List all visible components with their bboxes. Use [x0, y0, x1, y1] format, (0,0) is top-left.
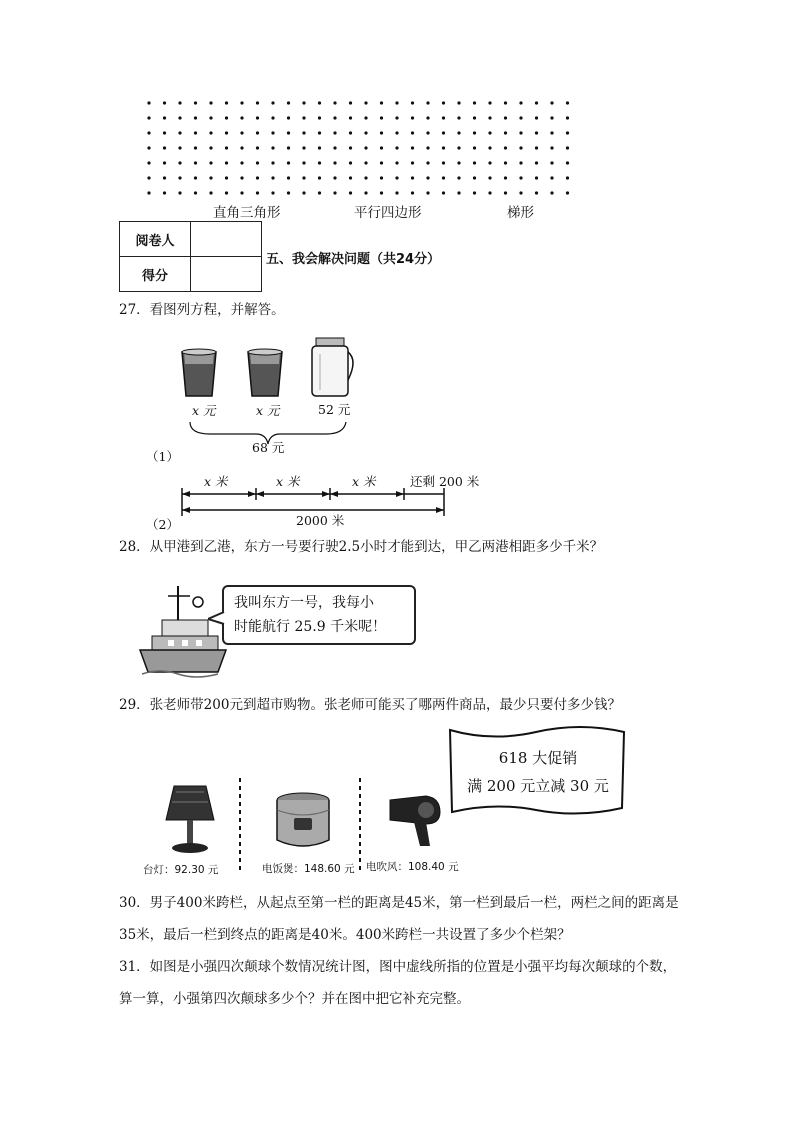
grid-dot [566, 191, 569, 194]
grid-dot [256, 101, 259, 104]
question-29: 29．张老师带200元到超市购物。张老师可能买了哪两件商品，最少只要付多少钱？ [119, 697, 621, 713]
grid-dot [240, 101, 243, 104]
question-28: 28．从甲港到乙港，东方一号要行驶2.5小时才能到达，甲乙两港相距多少千米？ [119, 539, 604, 555]
grid-dot [426, 116, 429, 119]
bubble-tail [208, 612, 226, 626]
grid-dot [488, 191, 491, 194]
grid-dot [488, 101, 491, 104]
grid-dot [178, 131, 181, 134]
grid-dot [380, 131, 383, 134]
q27-seg3: x 米 [352, 474, 376, 489]
grid-dot [535, 191, 538, 194]
grid-dot [550, 131, 553, 134]
grid-dot [271, 131, 274, 134]
grid-dot [364, 131, 367, 134]
grid-dot [535, 146, 538, 149]
grid-dot [519, 131, 522, 134]
grid-dot [287, 101, 290, 104]
grid-dot [426, 146, 429, 149]
grid-dot [271, 116, 274, 119]
grid-dot [442, 176, 445, 179]
q27-seg1: x 米 [204, 474, 228, 489]
grid-dot [535, 161, 538, 164]
grid-dot [426, 131, 429, 134]
grid-dot [256, 116, 259, 119]
grid-dot [271, 161, 274, 164]
grid-dot [163, 101, 166, 104]
price-rice-cooker: 电饭煲：148.60 元 [262, 863, 355, 875]
separator-1 [238, 778, 242, 874]
grid-dot [566, 116, 569, 119]
grid-dot [240, 176, 243, 179]
grid-dot [271, 146, 274, 149]
grid-dot [411, 101, 414, 104]
grid-dot [457, 131, 460, 134]
question-30: 30．男子400米跨栏，从起点至第一栏的距离是45米，第一栏到最后一栏，两栏之间的距离是35米，最后一栏到终点的距离是40米。400米跨栏一共设置了多少个栏架？ [119, 895, 679, 943]
grid-dot [550, 176, 553, 179]
ship-icon [138, 582, 230, 680]
grid-dot [442, 101, 445, 104]
grid-dot [147, 116, 150, 119]
grid-dot [473, 131, 476, 134]
grid-dot [426, 176, 429, 179]
grid-dot [194, 116, 197, 119]
grid-dot [209, 146, 212, 149]
reviewer-cell [191, 222, 262, 257]
grid-dot [209, 176, 212, 179]
grid-dot [473, 161, 476, 164]
grid-dot [225, 191, 228, 194]
grid-dot [566, 161, 569, 164]
grid-dot [395, 176, 398, 179]
grid-dot [566, 176, 569, 179]
grid-dot [302, 191, 305, 194]
grid-dot [364, 101, 367, 104]
rice-cooker-icon [272, 790, 334, 854]
grid-dot [395, 116, 398, 119]
grid-dot [147, 176, 150, 179]
grid-dot [209, 116, 212, 119]
grid-dot [333, 131, 336, 134]
grid-dot [194, 101, 197, 104]
grid-dot [380, 101, 383, 104]
grid-dot [364, 176, 367, 179]
grid-dot [209, 191, 212, 194]
grid-dot [380, 176, 383, 179]
grid-dot [535, 116, 538, 119]
grid-dot [302, 161, 305, 164]
bubble-line-2: 时能航行 25.9 千米呢！ [234, 619, 387, 635]
grid-dot [426, 101, 429, 104]
grid-dot [395, 191, 398, 194]
label-right-triangle: 直角三角形 [213, 205, 281, 221]
grid-dot [535, 101, 538, 104]
grid-dot [287, 131, 290, 134]
grid-dot [488, 131, 491, 134]
grid-dot [519, 191, 522, 194]
question-31: 31．如图是小强四次颠球个数情况统计图，图中虚线所指的位置是小强平均每次颠球的个数，算一算，小强第四次颠球多少个？并在图中把它补充完整。 [119, 959, 677, 1007]
grid-dot [457, 101, 460, 104]
grid-dot [225, 101, 228, 104]
jar-icon [312, 338, 353, 396]
grid-dot [550, 101, 553, 104]
grid-dot [178, 146, 181, 149]
reviewer-label: 阅卷人 [120, 222, 191, 257]
q27-label-1: （1） [146, 449, 179, 464]
grid-dot [194, 146, 197, 149]
q27-price-cup2: x 元 [256, 403, 280, 418]
grid-dot [287, 161, 290, 164]
grid-dot [147, 146, 150, 149]
grid-dot [209, 161, 212, 164]
grid-dot [302, 131, 305, 134]
grid-dot [194, 161, 197, 164]
grid-dot [287, 146, 290, 149]
grid-dot [240, 191, 243, 194]
grid-dot [550, 146, 553, 149]
separator-2 [358, 778, 362, 874]
grid-dot [504, 131, 507, 134]
grid-dot [240, 161, 243, 164]
grid-dot [240, 131, 243, 134]
grid-dot [488, 176, 491, 179]
grid-dot [457, 191, 460, 194]
grid-dot [287, 116, 290, 119]
grid-dot [318, 101, 321, 104]
q27-label-2: （2） [146, 517, 179, 532]
q27-total-2: 2000 米 [296, 513, 345, 528]
grid-dot [302, 101, 305, 104]
grid-dot [163, 191, 166, 194]
grid-dot [271, 101, 274, 104]
grid-dot [473, 191, 476, 194]
grid-dot [240, 116, 243, 119]
grid-dot [163, 161, 166, 164]
lamp-icon [160, 780, 220, 856]
grid-dot [411, 131, 414, 134]
grid-dot [457, 161, 460, 164]
label-parallelogram: 平行四边形 [354, 205, 422, 221]
grid-dot [566, 146, 569, 149]
grid-dot [225, 161, 228, 164]
grid-dot [442, 161, 445, 164]
grid-dot [519, 116, 522, 119]
q27-seg2: x 米 [276, 474, 300, 489]
grid-dot [194, 131, 197, 134]
grid-dot [566, 131, 569, 134]
grid-dot [364, 116, 367, 119]
grid-dot [519, 101, 522, 104]
grid-dot [473, 146, 476, 149]
grid-dot [178, 176, 181, 179]
grid-dot [411, 161, 414, 164]
grid-dot [147, 161, 150, 164]
grid-dot [519, 161, 522, 164]
grid-dot [349, 191, 352, 194]
promo-banner [460, 744, 616, 800]
grid-dot [504, 191, 507, 194]
grid-dot [225, 116, 228, 119]
grid-dot [380, 191, 383, 194]
grid-dot [209, 101, 212, 104]
grid-dot [256, 146, 259, 149]
grid-dot [194, 191, 197, 194]
grid-dot [178, 161, 181, 164]
grid-dot [395, 101, 398, 104]
grid-dot [364, 161, 367, 164]
grid-dot [349, 116, 352, 119]
grid-dot [318, 116, 321, 119]
speech-bubble [222, 585, 416, 645]
q27-remain: 还剩 200 米 [410, 474, 480, 489]
grid-dot [426, 161, 429, 164]
grid-dot [271, 191, 274, 194]
grid-dot [457, 176, 460, 179]
grid-dot [411, 191, 414, 194]
grid-dot [535, 176, 538, 179]
grid-dot [302, 116, 305, 119]
grid-dot [240, 146, 243, 149]
grid-dot [147, 101, 150, 104]
bubble-line-1: 我叫东方一号，我每小 [234, 595, 374, 611]
grid-dot [256, 191, 259, 194]
grid-dot [349, 131, 352, 134]
grid-dot [256, 161, 259, 164]
label-trapezoid: 梯形 [507, 205, 534, 221]
grid-dot [411, 176, 414, 179]
grid-dot [364, 146, 367, 149]
grid-dot [256, 176, 259, 179]
cup-icon [248, 349, 282, 396]
grid-dot [457, 116, 460, 119]
grid-dot [488, 161, 491, 164]
grid-dot [333, 116, 336, 119]
grid-dot [488, 116, 491, 119]
grid-dot [147, 131, 150, 134]
grid-dot [163, 176, 166, 179]
grid-dot [504, 161, 507, 164]
grid-dot [147, 191, 150, 194]
grid-dot [411, 116, 414, 119]
grid-dot [318, 191, 321, 194]
grid-dot [473, 101, 476, 104]
grid-dot [535, 131, 538, 134]
grid-dot [333, 176, 336, 179]
cup-icon [182, 349, 216, 396]
grid-dot [349, 101, 352, 104]
grid-dot [457, 146, 460, 149]
price-hair-dryer: 电吹风：108.40 元 [366, 861, 459, 873]
grid-dot [333, 161, 336, 164]
question-27: 27．看图列方程，并解答。 [119, 302, 285, 318]
banner-line-1: 618 大促销 [498, 749, 578, 767]
grid-dot [333, 146, 336, 149]
section-title: 五、我会解决问题（共24分） [266, 252, 441, 267]
grid-dot [178, 191, 181, 194]
grid-dot [318, 161, 321, 164]
grid-dot [380, 146, 383, 149]
grid-dot [550, 116, 553, 119]
grid-dot [504, 101, 507, 104]
grid-dot [566, 101, 569, 104]
grid-dot [318, 176, 321, 179]
banner-line-2: 满 200 元立减 30 元 [467, 777, 609, 795]
grid-dot [380, 116, 383, 119]
grid-dot [364, 191, 367, 194]
grid-dot [209, 131, 212, 134]
grid-dot [504, 146, 507, 149]
grid-dot [225, 131, 228, 134]
grid-dot [380, 161, 383, 164]
q27-price-cup1: x 元 [192, 403, 216, 418]
grid-dot [225, 176, 228, 179]
grid-dot [302, 176, 305, 179]
grid-dot [271, 176, 274, 179]
grid-dot [550, 191, 553, 194]
grid-dot [395, 131, 398, 134]
score-cell [191, 257, 262, 292]
q27-total-1: 68 元 [252, 440, 285, 455]
grid-dot [318, 146, 321, 149]
price-lamp: 台灯：92.30 元 [143, 864, 219, 876]
grid-dot [178, 116, 181, 119]
score-table [119, 221, 262, 292]
grid-dot [519, 146, 522, 149]
grid-dot [349, 176, 352, 179]
score-label: 得分 [120, 257, 191, 292]
grid-dot [318, 131, 321, 134]
grid-dot [349, 161, 352, 164]
grid-dot [504, 176, 507, 179]
grid-dot [473, 116, 476, 119]
grid-dot [287, 176, 290, 179]
grid-dot [178, 101, 181, 104]
grid-dot [349, 146, 352, 149]
grid-dot [550, 161, 553, 164]
grid-dot [333, 191, 336, 194]
grid-dot [395, 146, 398, 149]
q27-price-jar: 52 元 [318, 402, 351, 417]
grid-dot [442, 116, 445, 119]
grid-dot [442, 146, 445, 149]
grid-dot [287, 191, 290, 194]
grid-dot [302, 146, 305, 149]
grid-dot [473, 176, 476, 179]
grid-dot [426, 191, 429, 194]
grid-dot [194, 176, 197, 179]
grid-dot [225, 146, 228, 149]
grid-dot [442, 131, 445, 134]
grid-dot [163, 116, 166, 119]
grid-dot [333, 101, 336, 104]
grid-dot [411, 146, 414, 149]
grid-dot [163, 131, 166, 134]
grid-dot [256, 131, 259, 134]
hair-dryer-icon [386, 790, 444, 850]
grid-dot [442, 191, 445, 194]
grid-dot [395, 161, 398, 164]
grid-dot [504, 116, 507, 119]
grid-dot [519, 176, 522, 179]
dot-grid [146, 100, 586, 200]
grid-dot [488, 146, 491, 149]
grid-dot [163, 146, 166, 149]
